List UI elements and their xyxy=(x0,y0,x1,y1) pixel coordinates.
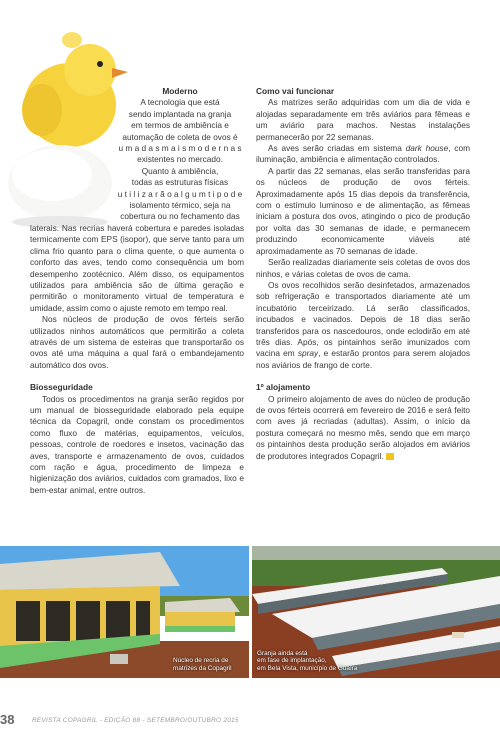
moderno-line: automação de coleta de ovos é xyxy=(122,131,238,142)
ninhos-paragraph: Nos núcleos de produção de ovos férteis serão utilizados ninhos automáticos que permitirão a coleta através de um sistema de esteiras que transportarão os ovos até uma máquina a qual fará o embandejamento automático dos ovos. xyxy=(30,314,244,370)
primeiro-alojamento-heading: 1º alojamento xyxy=(256,382,311,393)
caption-line: matrizes da Copagril xyxy=(173,664,232,672)
moderno-line: existentes no mercado. xyxy=(137,154,223,165)
dark-house-term: dark house xyxy=(405,143,449,154)
dark-house-text: , com iluminação, ambiência e alimentação controlados. xyxy=(256,143,470,165)
photo-right-caption xyxy=(257,650,377,672)
page-number: 38 xyxy=(0,712,15,727)
transferencia-paragraph: A partir das 22 semanas, elas serão transferidas para os núcleos de produção de ovos férteis. Aproximadamente após 15 dias depois da transferência, com o estímulo luminoso e de alimentação, as fêmeas iniciam a postura dos ovos, atingindo o pico de produção por volta das 30 semanas de idade, e permanecem produzindo economicamente viáveis até aproximadamente as 70 semanas de idade. xyxy=(256,165,470,256)
moderno-line: em termos de ambiência e xyxy=(131,120,229,131)
caption-line: Granja ainda está xyxy=(257,649,308,657)
ambiencia-line: todas as estruturas físicas xyxy=(131,177,229,188)
ovos-recolhidos-paragraph xyxy=(256,280,470,371)
caption-line: em fase de implantação, xyxy=(257,657,327,665)
copagril-end-mark-icon xyxy=(386,453,394,460)
caption-line: Núcleo de recria de xyxy=(173,657,229,665)
ambiencia-paragraph-rest: laterais. Nas recrias haverá cobertura e paredes isoladas termicamente com EPS (isopor), que serve tanto para um clima frio quanto para o clima quente, o que aumenta o conforto das aves, tendo como consequência um bom desempenho zootécnico. Além disso, os equipamentos utilizados para ambiência são de última geração e permitirão o monitoramento virtual de temperatura e umidade, assim como o ajuste remoto em tempo real. xyxy=(30,222,244,313)
como-vai-funcionar-heading: Como vai funcionar xyxy=(256,86,335,96)
coletas-paragraph: Serão realizadas diariamente seis coletas de ovos dos ninhos, e várias coletas de ovos de cama. xyxy=(256,257,470,279)
ambiencia-line: isolamento térmico, seja na xyxy=(129,200,231,211)
moderno-line: u m a d a s m a i s m o d e r n a s xyxy=(118,143,242,154)
moderno-line: A tecnologia que está xyxy=(140,97,220,108)
spray-term: spray xyxy=(297,348,319,359)
moderno-heading: Moderno xyxy=(162,86,198,96)
right-column xyxy=(256,86,470,462)
ambiencia-line: Quanto à ambiência, xyxy=(141,165,219,176)
page-footer xyxy=(0,712,500,732)
biosseguridade-paragraph: Todos os procedimentos na granja serão regidos por um manual de biosseguridade elaborado pela equipe técnica da Copagril, onde constam os procedimentos como fluxo de matérias, equipamentos, veículos, pessoas, controle de roedores e insetos, vacinação das aves, transporte e armazenamento de ovos, cuidados com ração e água, procedimento de limpeza e higienização dos aviários, cuidados com gramados, lixo e bem-estar animal, entre outros. xyxy=(30,393,244,495)
alojamento-text: O primeiro alojamento de aves do núcleo de produção de ovos férteis ocorrerá em fevereiro de 2016 e será feito com aves já recriadas (adultas). Assim, o início da postura começará no mesmo mês, sendo que em março os pintainhos desta produção serão alojados em aviários de produtores integrados Copagril. xyxy=(256,393,470,461)
biosseguridade-heading: Biosseguridade xyxy=(30,382,93,393)
moderno-section xyxy=(30,86,244,223)
caption-line: em Bela Vista, município de Guaíra xyxy=(257,664,358,672)
ambiencia-line: u t i l i z a r ã o a l g u m t i p o d e xyxy=(117,188,243,199)
photo-recria-nucleus xyxy=(0,546,249,678)
photo-strip xyxy=(0,546,500,678)
ambiencia-line: cobertura ou no fechamento das xyxy=(120,211,240,222)
alojamento-paragraph xyxy=(256,394,470,462)
footer-publication-text: REVISTA COPAGRIL - EDIÇÃO 88 - SETEMBRO/OUTUBRO 2015 xyxy=(32,717,239,724)
dark-house-text: As aves serão criadas em sistema xyxy=(268,143,406,154)
moderno-line: sendo implantada na granja xyxy=(128,108,232,119)
ovos-text: Os ovos recolhidos serão desinfetados, armazenados sob refrigeração e transportados diariamente até um incubatório terceirizado. Lá serão classificados, incubados e vacinados. Depois de 18 dias serão transferidos para os nascedouros, onde eclodirão em até três dias. Após, os pintainhos serão imunizados com vacina em xyxy=(256,279,470,359)
ovos-text: , e estarão prontos para serem alojados nos aviários de frango de corte. xyxy=(256,348,470,370)
photo-left-caption xyxy=(173,657,243,672)
dark-house-paragraph xyxy=(256,143,470,166)
matrizes-paragraph: As matrizes serão adquiridas com um dia de vida e alojadas separadamente em três aviários para fêmeas e um aviário para machos. Nestas instalações permanecerão por 22 semanas. xyxy=(256,97,470,142)
left-column xyxy=(30,86,244,496)
photo-granja-implantacao xyxy=(252,546,500,678)
